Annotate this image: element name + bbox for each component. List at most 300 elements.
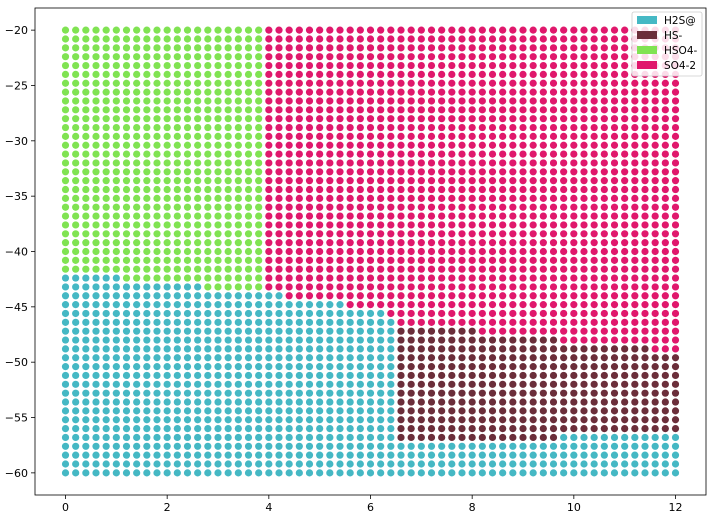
point-h2s bbox=[174, 425, 181, 432]
point-so42 bbox=[438, 195, 445, 202]
point-so42 bbox=[377, 115, 384, 122]
point-so42 bbox=[621, 168, 628, 175]
point-so42 bbox=[316, 124, 323, 131]
point-hso4 bbox=[133, 106, 140, 113]
point-h2s bbox=[113, 372, 120, 379]
point-so42 bbox=[428, 266, 435, 273]
point-hso4 bbox=[194, 142, 201, 149]
point-so42 bbox=[652, 124, 659, 131]
point-so42 bbox=[631, 221, 638, 228]
point-so42 bbox=[530, 115, 537, 122]
point-hso4 bbox=[194, 168, 201, 175]
point-so42 bbox=[387, 124, 394, 131]
point-hso4 bbox=[103, 62, 110, 69]
point-hs bbox=[601, 398, 608, 405]
point-hso4 bbox=[235, 35, 242, 42]
point-so42 bbox=[611, 106, 618, 113]
point-h2s bbox=[255, 336, 262, 343]
point-h2s bbox=[397, 443, 404, 450]
point-so42 bbox=[662, 133, 669, 140]
point-hso4 bbox=[184, 35, 191, 42]
point-h2s bbox=[123, 390, 130, 397]
point-hso4 bbox=[113, 239, 120, 246]
point-hso4 bbox=[204, 115, 211, 122]
point-h2s bbox=[143, 381, 150, 388]
point-so42 bbox=[428, 292, 435, 299]
point-so42 bbox=[652, 115, 659, 122]
point-hso4 bbox=[255, 230, 262, 237]
point-hso4 bbox=[245, 186, 252, 193]
point-so42 bbox=[662, 221, 669, 228]
point-h2s bbox=[275, 328, 282, 335]
point-so42 bbox=[519, 97, 526, 104]
point-hs bbox=[530, 390, 537, 397]
point-so42 bbox=[570, 35, 577, 42]
point-so42 bbox=[469, 89, 476, 96]
point-hs bbox=[509, 390, 516, 397]
point-so42 bbox=[448, 212, 455, 219]
point-so42 bbox=[570, 257, 577, 264]
point-hso4 bbox=[103, 195, 110, 202]
point-h2s bbox=[225, 434, 232, 441]
point-hs bbox=[591, 390, 598, 397]
point-hs bbox=[621, 363, 628, 370]
point-hs bbox=[550, 372, 557, 379]
point-so42 bbox=[570, 89, 577, 96]
point-so42 bbox=[408, 124, 415, 131]
point-h2s bbox=[225, 416, 232, 423]
point-hso4 bbox=[72, 97, 79, 104]
point-hso4 bbox=[225, 168, 232, 175]
point-h2s bbox=[82, 319, 89, 326]
point-so42 bbox=[601, 27, 608, 34]
point-h2s bbox=[174, 390, 181, 397]
point-h2s bbox=[652, 443, 659, 450]
point-h2s bbox=[326, 363, 333, 370]
point-hso4 bbox=[153, 248, 160, 255]
point-h2s bbox=[82, 328, 89, 335]
point-so42 bbox=[560, 106, 567, 113]
point-hso4 bbox=[62, 186, 69, 193]
point-hso4 bbox=[123, 133, 130, 140]
point-h2s bbox=[92, 283, 99, 290]
point-hso4 bbox=[133, 221, 140, 228]
point-so42 bbox=[408, 62, 415, 69]
point-h2s bbox=[367, 328, 374, 335]
point-so42 bbox=[591, 168, 598, 175]
point-h2s bbox=[326, 407, 333, 414]
point-h2s bbox=[174, 460, 181, 467]
point-so42 bbox=[408, 292, 415, 299]
point-so42 bbox=[540, 27, 547, 34]
point-hso4 bbox=[82, 106, 89, 113]
point-so42 bbox=[601, 195, 608, 202]
point-hs bbox=[418, 372, 425, 379]
point-h2s bbox=[204, 469, 211, 476]
point-so42 bbox=[418, 204, 425, 211]
point-so42 bbox=[408, 221, 415, 228]
point-h2s bbox=[153, 452, 160, 459]
point-h2s bbox=[245, 398, 252, 405]
point-hso4 bbox=[194, 274, 201, 281]
point-so42 bbox=[357, 274, 364, 281]
point-h2s bbox=[204, 390, 211, 397]
point-so42 bbox=[580, 168, 587, 175]
point-so42 bbox=[458, 257, 465, 264]
point-so42 bbox=[530, 106, 537, 113]
point-h2s bbox=[103, 328, 110, 335]
point-so42 bbox=[530, 53, 537, 60]
point-so42 bbox=[509, 221, 516, 228]
point-so42 bbox=[631, 177, 638, 184]
point-so42 bbox=[540, 186, 547, 193]
point-so42 bbox=[672, 97, 679, 104]
point-hso4 bbox=[255, 195, 262, 202]
point-so42 bbox=[347, 80, 354, 87]
point-hs bbox=[509, 425, 516, 432]
point-hs bbox=[397, 407, 404, 414]
point-so42 bbox=[377, 151, 384, 158]
x-tick-label: 10 bbox=[566, 501, 581, 514]
point-h2s bbox=[204, 460, 211, 467]
point-hso4 bbox=[123, 204, 130, 211]
point-so42 bbox=[387, 97, 394, 104]
point-so42 bbox=[438, 248, 445, 255]
point-h2s bbox=[62, 407, 69, 414]
point-hs bbox=[438, 354, 445, 361]
point-hso4 bbox=[103, 266, 110, 273]
point-so42 bbox=[631, 212, 638, 219]
point-h2s bbox=[62, 363, 69, 370]
point-so42 bbox=[469, 186, 476, 193]
point-hs bbox=[662, 381, 669, 388]
point-so42 bbox=[286, 195, 293, 202]
point-so42 bbox=[611, 266, 618, 273]
point-h2s bbox=[357, 354, 364, 361]
point-h2s bbox=[347, 452, 354, 459]
point-so42 bbox=[397, 151, 404, 158]
point-so42 bbox=[367, 62, 374, 69]
point-h2s bbox=[296, 354, 303, 361]
point-so42 bbox=[458, 283, 465, 290]
point-h2s bbox=[306, 310, 313, 317]
point-so42 bbox=[479, 195, 486, 202]
point-hs bbox=[540, 434, 547, 441]
point-so42 bbox=[418, 195, 425, 202]
point-so42 bbox=[652, 257, 659, 264]
point-hso4 bbox=[62, 62, 69, 69]
point-so42 bbox=[387, 151, 394, 158]
point-h2s bbox=[672, 443, 679, 450]
point-so42 bbox=[540, 159, 547, 166]
point-so42 bbox=[347, 71, 354, 78]
point-hso4 bbox=[245, 151, 252, 158]
point-so42 bbox=[479, 71, 486, 78]
point-so42 bbox=[672, 257, 679, 264]
point-h2s bbox=[591, 434, 598, 441]
point-hso4 bbox=[113, 71, 120, 78]
point-so42 bbox=[570, 248, 577, 255]
point-so42 bbox=[672, 248, 679, 255]
point-so42 bbox=[428, 80, 435, 87]
point-so42 bbox=[428, 177, 435, 184]
point-hso4 bbox=[103, 204, 110, 211]
point-h2s bbox=[326, 310, 333, 317]
point-so42 bbox=[652, 195, 659, 202]
point-h2s bbox=[123, 452, 130, 459]
point-h2s bbox=[245, 292, 252, 299]
point-so42 bbox=[580, 292, 587, 299]
point-so42 bbox=[550, 71, 557, 78]
point-h2s bbox=[113, 319, 120, 326]
point-so42 bbox=[336, 89, 343, 96]
point-hso4 bbox=[153, 274, 160, 281]
point-hs bbox=[662, 363, 669, 370]
point-so42 bbox=[499, 97, 506, 104]
point-hso4 bbox=[204, 80, 211, 87]
point-so42 bbox=[458, 115, 465, 122]
point-so42 bbox=[408, 319, 415, 326]
point-hs bbox=[458, 363, 465, 370]
point-hso4 bbox=[92, 221, 99, 228]
point-hs bbox=[540, 336, 547, 343]
point-h2s bbox=[296, 345, 303, 352]
point-hso4 bbox=[92, 195, 99, 202]
point-h2s bbox=[72, 319, 79, 326]
point-h2s bbox=[387, 381, 394, 388]
point-so42 bbox=[621, 186, 628, 193]
point-so42 bbox=[550, 186, 557, 193]
point-h2s bbox=[306, 390, 313, 397]
point-h2s bbox=[184, 443, 191, 450]
point-h2s bbox=[133, 310, 140, 317]
point-hs bbox=[408, 416, 415, 423]
point-hs bbox=[652, 390, 659, 397]
point-so42 bbox=[540, 328, 547, 335]
point-so42 bbox=[316, 27, 323, 34]
point-h2s bbox=[387, 452, 394, 459]
point-so42 bbox=[519, 230, 526, 237]
point-so42 bbox=[418, 89, 425, 96]
point-so42 bbox=[347, 106, 354, 113]
point-h2s bbox=[631, 443, 638, 450]
point-h2s bbox=[326, 372, 333, 379]
point-hs bbox=[662, 390, 669, 397]
point-h2s bbox=[275, 310, 282, 317]
point-hso4 bbox=[245, 159, 252, 166]
point-so42 bbox=[601, 80, 608, 87]
point-hso4 bbox=[153, 97, 160, 104]
point-hso4 bbox=[153, 168, 160, 175]
point-hs bbox=[672, 372, 679, 379]
point-h2s bbox=[469, 443, 476, 450]
point-so42 bbox=[580, 44, 587, 51]
point-so42 bbox=[499, 177, 506, 184]
point-h2s bbox=[225, 469, 232, 476]
point-so42 bbox=[357, 44, 364, 51]
point-so42 bbox=[286, 89, 293, 96]
point-so42 bbox=[448, 292, 455, 299]
point-hs bbox=[611, 398, 618, 405]
point-so42 bbox=[570, 195, 577, 202]
point-h2s bbox=[652, 434, 659, 441]
point-hs bbox=[530, 434, 537, 441]
point-so42 bbox=[316, 212, 323, 219]
point-hso4 bbox=[174, 177, 181, 184]
point-hso4 bbox=[92, 168, 99, 175]
point-so42 bbox=[601, 71, 608, 78]
point-so42 bbox=[458, 35, 465, 42]
point-hso4 bbox=[225, 204, 232, 211]
point-hso4 bbox=[92, 212, 99, 219]
point-so42 bbox=[316, 195, 323, 202]
point-so42 bbox=[489, 89, 496, 96]
point-so42 bbox=[408, 283, 415, 290]
point-hso4 bbox=[225, 124, 232, 131]
point-hso4 bbox=[245, 239, 252, 246]
point-h2s bbox=[408, 443, 415, 450]
point-h2s bbox=[336, 398, 343, 405]
point-hso4 bbox=[194, 186, 201, 193]
point-so42 bbox=[519, 106, 526, 113]
point-hso4 bbox=[103, 71, 110, 78]
point-hs bbox=[519, 416, 526, 423]
point-so42 bbox=[275, 106, 282, 113]
point-so42 bbox=[428, 301, 435, 308]
point-hs bbox=[611, 363, 618, 370]
point-h2s bbox=[194, 434, 201, 441]
point-so42 bbox=[296, 151, 303, 158]
point-hs bbox=[428, 398, 435, 405]
point-h2s bbox=[662, 443, 669, 450]
point-so42 bbox=[499, 248, 506, 255]
point-hs bbox=[611, 407, 618, 414]
point-so42 bbox=[397, 80, 404, 87]
point-h2s bbox=[235, 292, 242, 299]
point-h2s bbox=[611, 469, 618, 476]
point-so42 bbox=[560, 301, 567, 308]
point-so42 bbox=[530, 168, 537, 175]
point-so42 bbox=[458, 319, 465, 326]
point-so42 bbox=[367, 186, 374, 193]
point-hso4 bbox=[153, 115, 160, 122]
point-h2s bbox=[194, 460, 201, 467]
point-so42 bbox=[347, 186, 354, 193]
point-so42 bbox=[591, 133, 598, 140]
point-hso4 bbox=[194, 248, 201, 255]
point-h2s bbox=[113, 292, 120, 299]
point-h2s bbox=[387, 398, 394, 405]
point-hso4 bbox=[82, 44, 89, 51]
point-so42 bbox=[265, 159, 272, 166]
point-so42 bbox=[326, 168, 333, 175]
point-h2s bbox=[377, 381, 384, 388]
point-so42 bbox=[428, 221, 435, 228]
point-so42 bbox=[652, 292, 659, 299]
point-so42 bbox=[418, 124, 425, 131]
point-so42 bbox=[306, 186, 313, 193]
point-h2s bbox=[153, 381, 160, 388]
point-hso4 bbox=[174, 274, 181, 281]
point-h2s bbox=[347, 416, 354, 423]
point-hso4 bbox=[62, 257, 69, 264]
point-hso4 bbox=[214, 71, 221, 78]
point-hso4 bbox=[235, 204, 242, 211]
point-h2s bbox=[540, 452, 547, 459]
point-so42 bbox=[336, 186, 343, 193]
point-so42 bbox=[397, 168, 404, 175]
point-so42 bbox=[397, 221, 404, 228]
point-hs bbox=[672, 407, 679, 414]
point-h2s bbox=[601, 452, 608, 459]
point-h2s bbox=[194, 301, 201, 308]
point-so42 bbox=[408, 239, 415, 246]
point-hs bbox=[408, 381, 415, 388]
point-so42 bbox=[357, 204, 364, 211]
point-so42 bbox=[316, 283, 323, 290]
point-so42 bbox=[458, 53, 465, 60]
point-hso4 bbox=[174, 204, 181, 211]
point-hs bbox=[641, 381, 648, 388]
point-hso4 bbox=[204, 133, 211, 140]
point-h2s bbox=[184, 398, 191, 405]
point-h2s bbox=[204, 416, 211, 423]
point-hso4 bbox=[143, 221, 150, 228]
point-so42 bbox=[357, 283, 364, 290]
point-hso4 bbox=[92, 44, 99, 51]
point-hso4 bbox=[72, 159, 79, 166]
point-so42 bbox=[377, 230, 384, 237]
point-so42 bbox=[347, 177, 354, 184]
point-h2s bbox=[641, 443, 648, 450]
point-so42 bbox=[662, 319, 669, 326]
point-hs bbox=[530, 336, 537, 343]
point-h2s bbox=[184, 319, 191, 326]
point-hso4 bbox=[164, 274, 171, 281]
point-so42 bbox=[448, 239, 455, 246]
y-tick-label: −60 bbox=[4, 466, 28, 480]
point-hso4 bbox=[92, 159, 99, 166]
point-so42 bbox=[367, 266, 374, 273]
point-hso4 bbox=[123, 151, 130, 158]
point-so42 bbox=[458, 44, 465, 51]
point-hs bbox=[560, 425, 567, 432]
point-hs bbox=[469, 425, 476, 432]
point-h2s bbox=[448, 460, 455, 467]
point-h2s bbox=[275, 319, 282, 326]
point-so42 bbox=[580, 230, 587, 237]
point-hso4 bbox=[113, 248, 120, 255]
point-h2s bbox=[164, 292, 171, 299]
point-hso4 bbox=[235, 221, 242, 228]
point-hso4 bbox=[133, 257, 140, 264]
point-h2s bbox=[113, 460, 120, 467]
point-h2s bbox=[458, 443, 465, 450]
point-so42 bbox=[479, 230, 486, 237]
point-hs bbox=[519, 363, 526, 370]
point-h2s bbox=[326, 443, 333, 450]
point-h2s bbox=[62, 443, 69, 450]
point-hso4 bbox=[72, 71, 79, 78]
point-h2s bbox=[72, 354, 79, 361]
point-hso4 bbox=[72, 230, 79, 237]
point-hso4 bbox=[72, 44, 79, 51]
point-h2s bbox=[133, 336, 140, 343]
point-hso4 bbox=[92, 177, 99, 184]
point-so42 bbox=[397, 292, 404, 299]
point-hs bbox=[580, 390, 587, 397]
point-hso4 bbox=[184, 80, 191, 87]
